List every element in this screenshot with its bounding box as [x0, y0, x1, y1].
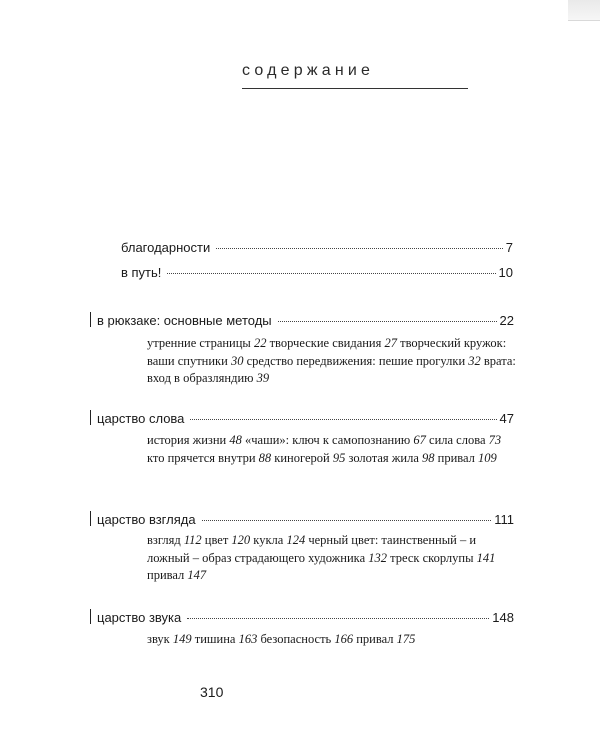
toc-section-page: 22	[499, 313, 514, 328]
toc-item-title: безопасность	[260, 632, 332, 646]
toc-item-page: 141	[476, 550, 496, 565]
toc-item-page: 39	[256, 371, 270, 385]
toc-item-page: 95	[332, 450, 346, 465]
title-underline	[242, 88, 468, 89]
section-marker-bar	[90, 511, 91, 526]
toc-item-title: звук	[147, 632, 170, 646]
toc-item-page: 30	[230, 353, 244, 368]
dot-leader	[216, 247, 503, 249]
toc-item-title: киногерой	[274, 450, 330, 465]
toc-item-title: врата: вход в образляндию	[147, 353, 516, 385]
toc-item-page: 88	[258, 450, 272, 465]
toc-entry-on-the-way[interactable]	[121, 265, 513, 280]
toc-item-page: 48	[229, 433, 242, 447]
toc-item-title: золотая жила	[348, 450, 419, 465]
toc-item-page: 109	[478, 450, 497, 465]
toc-item-page: 149	[172, 632, 192, 646]
dot-leader	[278, 320, 497, 322]
toc-item-title: тишина	[194, 632, 236, 646]
toc-item-page: 147	[187, 568, 207, 582]
toc-section-contents	[147, 335, 517, 388]
toc-item-page: 112	[183, 533, 202, 547]
toc-title: содержание	[242, 62, 375, 79]
toc-item-title: привал	[437, 450, 475, 465]
toc-item-title: кукла	[253, 533, 284, 547]
toc-item-title: цвет	[204, 533, 229, 547]
toc-section-label: в рюкзаке: основные методы	[97, 313, 272, 328]
toc-section-label: царство слова	[97, 411, 185, 426]
toc-section-page: 111	[494, 512, 514, 527]
toc-item-title: черный цвет: таинственный – и ложный – образ страдающего художника	[147, 533, 477, 565]
toc-item-title: средство передвижения: пешие прогулки	[246, 353, 466, 368]
toc-item-page: 73	[488, 433, 502, 447]
toc-item-page: 124	[286, 533, 306, 547]
section-marker-bar	[90, 609, 91, 624]
toc-section-label: царство взгляда	[97, 512, 196, 527]
toc-section-backpack[interactable]	[90, 310, 514, 328]
dot-leader	[202, 519, 492, 521]
toc-item-page: 27	[384, 336, 397, 350]
toc-section-page: 47	[499, 411, 514, 426]
toc-item-title: творческий кружок: ваши спутники	[147, 336, 507, 368]
toc-item-title: история жизни	[147, 433, 227, 447]
toc-section-contents	[147, 532, 517, 585]
toc-item-page: 163	[238, 632, 258, 646]
toc-section-contents	[147, 631, 517, 649]
dot-leader	[187, 617, 489, 619]
toc-entry-page: 10	[498, 265, 513, 280]
dot-leader	[190, 418, 496, 420]
page-corner-shadow	[568, 0, 600, 21]
toc-section-sound[interactable]	[90, 607, 514, 625]
toc-item-page: 32	[468, 353, 481, 368]
toc-item-page: 22	[253, 336, 267, 350]
toc-item-page: 175	[396, 632, 416, 646]
toc-item-page: 98	[422, 450, 435, 465]
toc-section-label: царство звука	[97, 610, 182, 625]
toc-item-page: 67	[413, 433, 426, 447]
toc-item-title: сила слова	[429, 433, 486, 447]
section-marker-bar	[90, 312, 91, 327]
toc-item-title: кто прячется внутри	[147, 450, 256, 465]
toc-item-title: взгляд	[147, 533, 181, 547]
dot-leader	[167, 272, 495, 274]
section-marker-bar	[90, 410, 91, 425]
toc-item-page: 166	[334, 632, 354, 646]
toc-item-page: 132	[368, 550, 387, 565]
toc-item-title: утренние страницы	[147, 336, 251, 350]
toc-item-title: «чаши»: ключ к самопознанию	[245, 433, 411, 447]
toc-section-page: 148	[492, 610, 514, 625]
toc-item-title: творческие свидания	[269, 336, 382, 350]
toc-item-title: треск скорлупы	[390, 550, 474, 565]
page-number: 310	[200, 684, 224, 700]
toc-item-title: привал	[356, 632, 394, 646]
toc-item-page: 120	[231, 533, 251, 547]
toc-section-sight[interactable]	[90, 509, 514, 527]
toc-item-title: привал	[147, 568, 185, 582]
toc-entry-label: благодарности	[121, 240, 211, 255]
toc-section-word[interactable]	[90, 408, 514, 426]
toc-entry-label: в путь!	[121, 265, 162, 280]
toc-section-contents	[147, 432, 517, 467]
toc-entry-page: 7	[505, 240, 513, 255]
toc-entry-acknowledgements[interactable]	[121, 240, 513, 255]
